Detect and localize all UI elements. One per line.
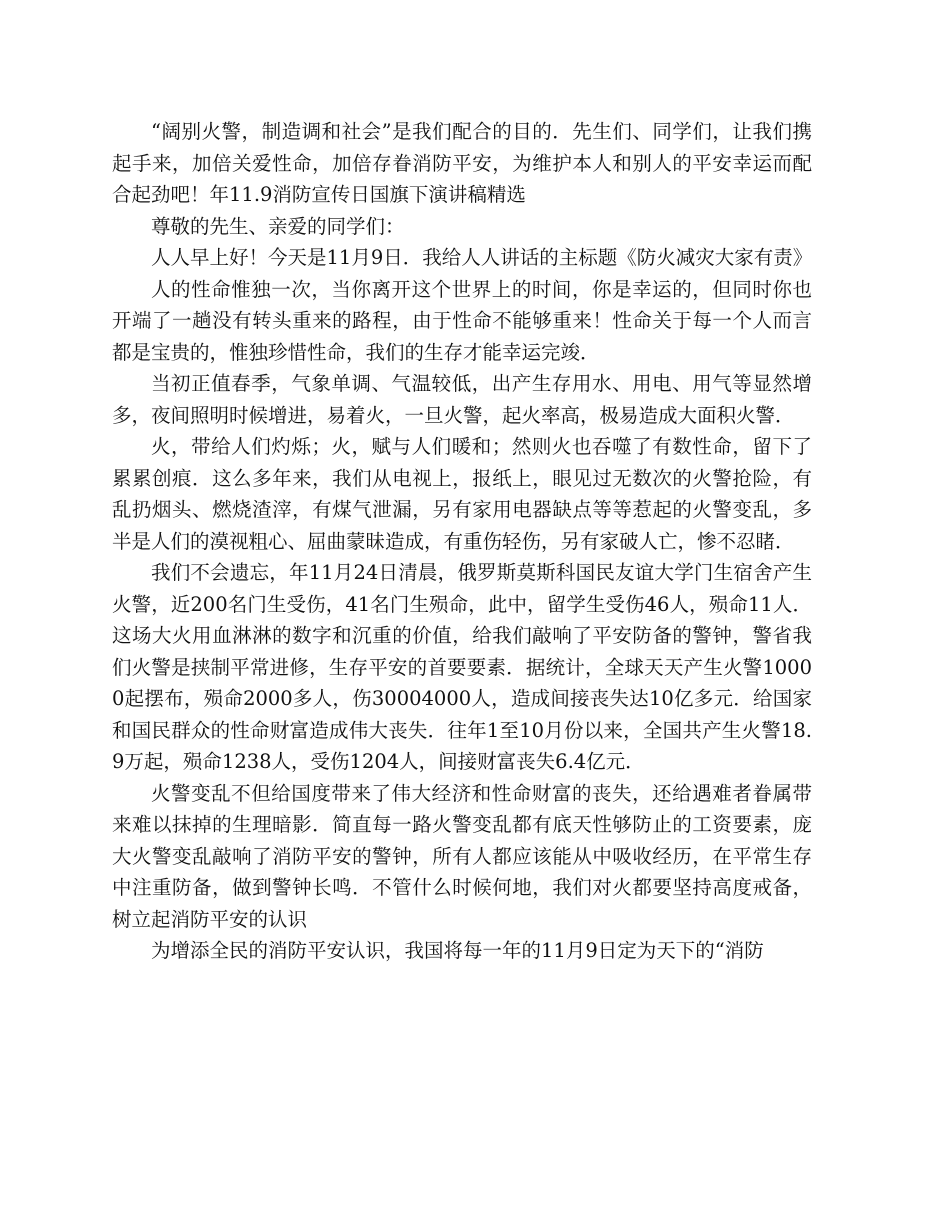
paragraph-season: 当初正值春季，气象单调、气温较低，出产生存用水、用电、用气等显然增多，夜间照明时候增进，易着火，一旦火警，起火率高，极易造成大面积火警．: [112, 372, 812, 427]
paragraph-moscow-fire: 我们不会遗忘，年11月24日清晨，俄罗斯莫斯科国民友谊大学门生宿舍产生火警，近200名门生受伤，41名门生殒命，此中，留学生受伤46人，殒命11人．这场大火用血淋淋的数字和沉重的价值，给我们敲响了平安防备的警钟，警省我们火警是挟制平常进修，生存平安的首要要素．据统计，全球天天产生火警10000起摆布，殒命2000多人，伤30004000人，造成间接丧失达10亿多元．给国家和国民群众的性命财富造成伟大丧失．往年1至10月份以来，全国共产生火警18.9万起，殒命1238人，受伤1204人，间接财富丧失6.4亿元．: [112, 561, 812, 773]
document-body: [112, 116, 812, 967]
paragraph-life: 人的性命惟独一次，当你离开这个世界上的时间，你是幸运的，但同时你也开端了一趟没有转头重来的路程，由于性命不能够重来！性命关于每一个人而言都是宝贵的，惟独珍惜性命，我们的生存才能幸运完竣．: [112, 277, 812, 364]
paragraph-fire-day: 为增添全民的消防平安认识，我国将每一年的11月9日定为天下的“消防: [151, 939, 764, 962]
paragraph-salutation: 尊敬的先生、亲爱的同学们：: [151, 214, 405, 238]
paragraph-closing-appeal: “阔别火警，制造调和社会”是我们配合的目的．先生们、同学们，让我们携起手来，加倍关爱性命，加倍存眷消防平安，为维护本人和别人的平安幸运而配合起劲吧！年11.9消防宣传日国旗下演讲稿精选: [112, 120, 812, 206]
paragraph-fire: 火，带给人们灼烁；火，赋与人们暖和；然则火也吞噬了有数性命，留下了累累创痕．这么多年来，我们从电视上，报纸上，眼见过无数次的火警抢险，有乱扔烟头、燃烧渣滓，有煤气泄漏，另有家用电器缺点等等惹起的火警变乱，多半是人们的漠视粗心、屈曲蒙昧造成，有重伤轻伤，另有家破人亡，惨不忍睹．: [112, 435, 812, 553]
paragraph-greeting: 人人早上好！今天是11月9日．我给人人讲话的主标题《防火减灾大家有责》: [151, 246, 813, 269]
paragraph-accidents: 火警变乱不但给国度带来了伟大经济和性命财富的丧失，还给遇难者眷属带来难以抹掉的生理暗影．简直每一路火警变乱都有底天性够防止的工资要素，庞大火警变乱敲响了消防平安的警钟，所有人都应该能从中吸收经历，在平常生存中注重防备，做到警钟长鸣．不管什么时候何地，我们对火都要坚持高度戒备，树立起消防平安的认识: [112, 781, 812, 931]
